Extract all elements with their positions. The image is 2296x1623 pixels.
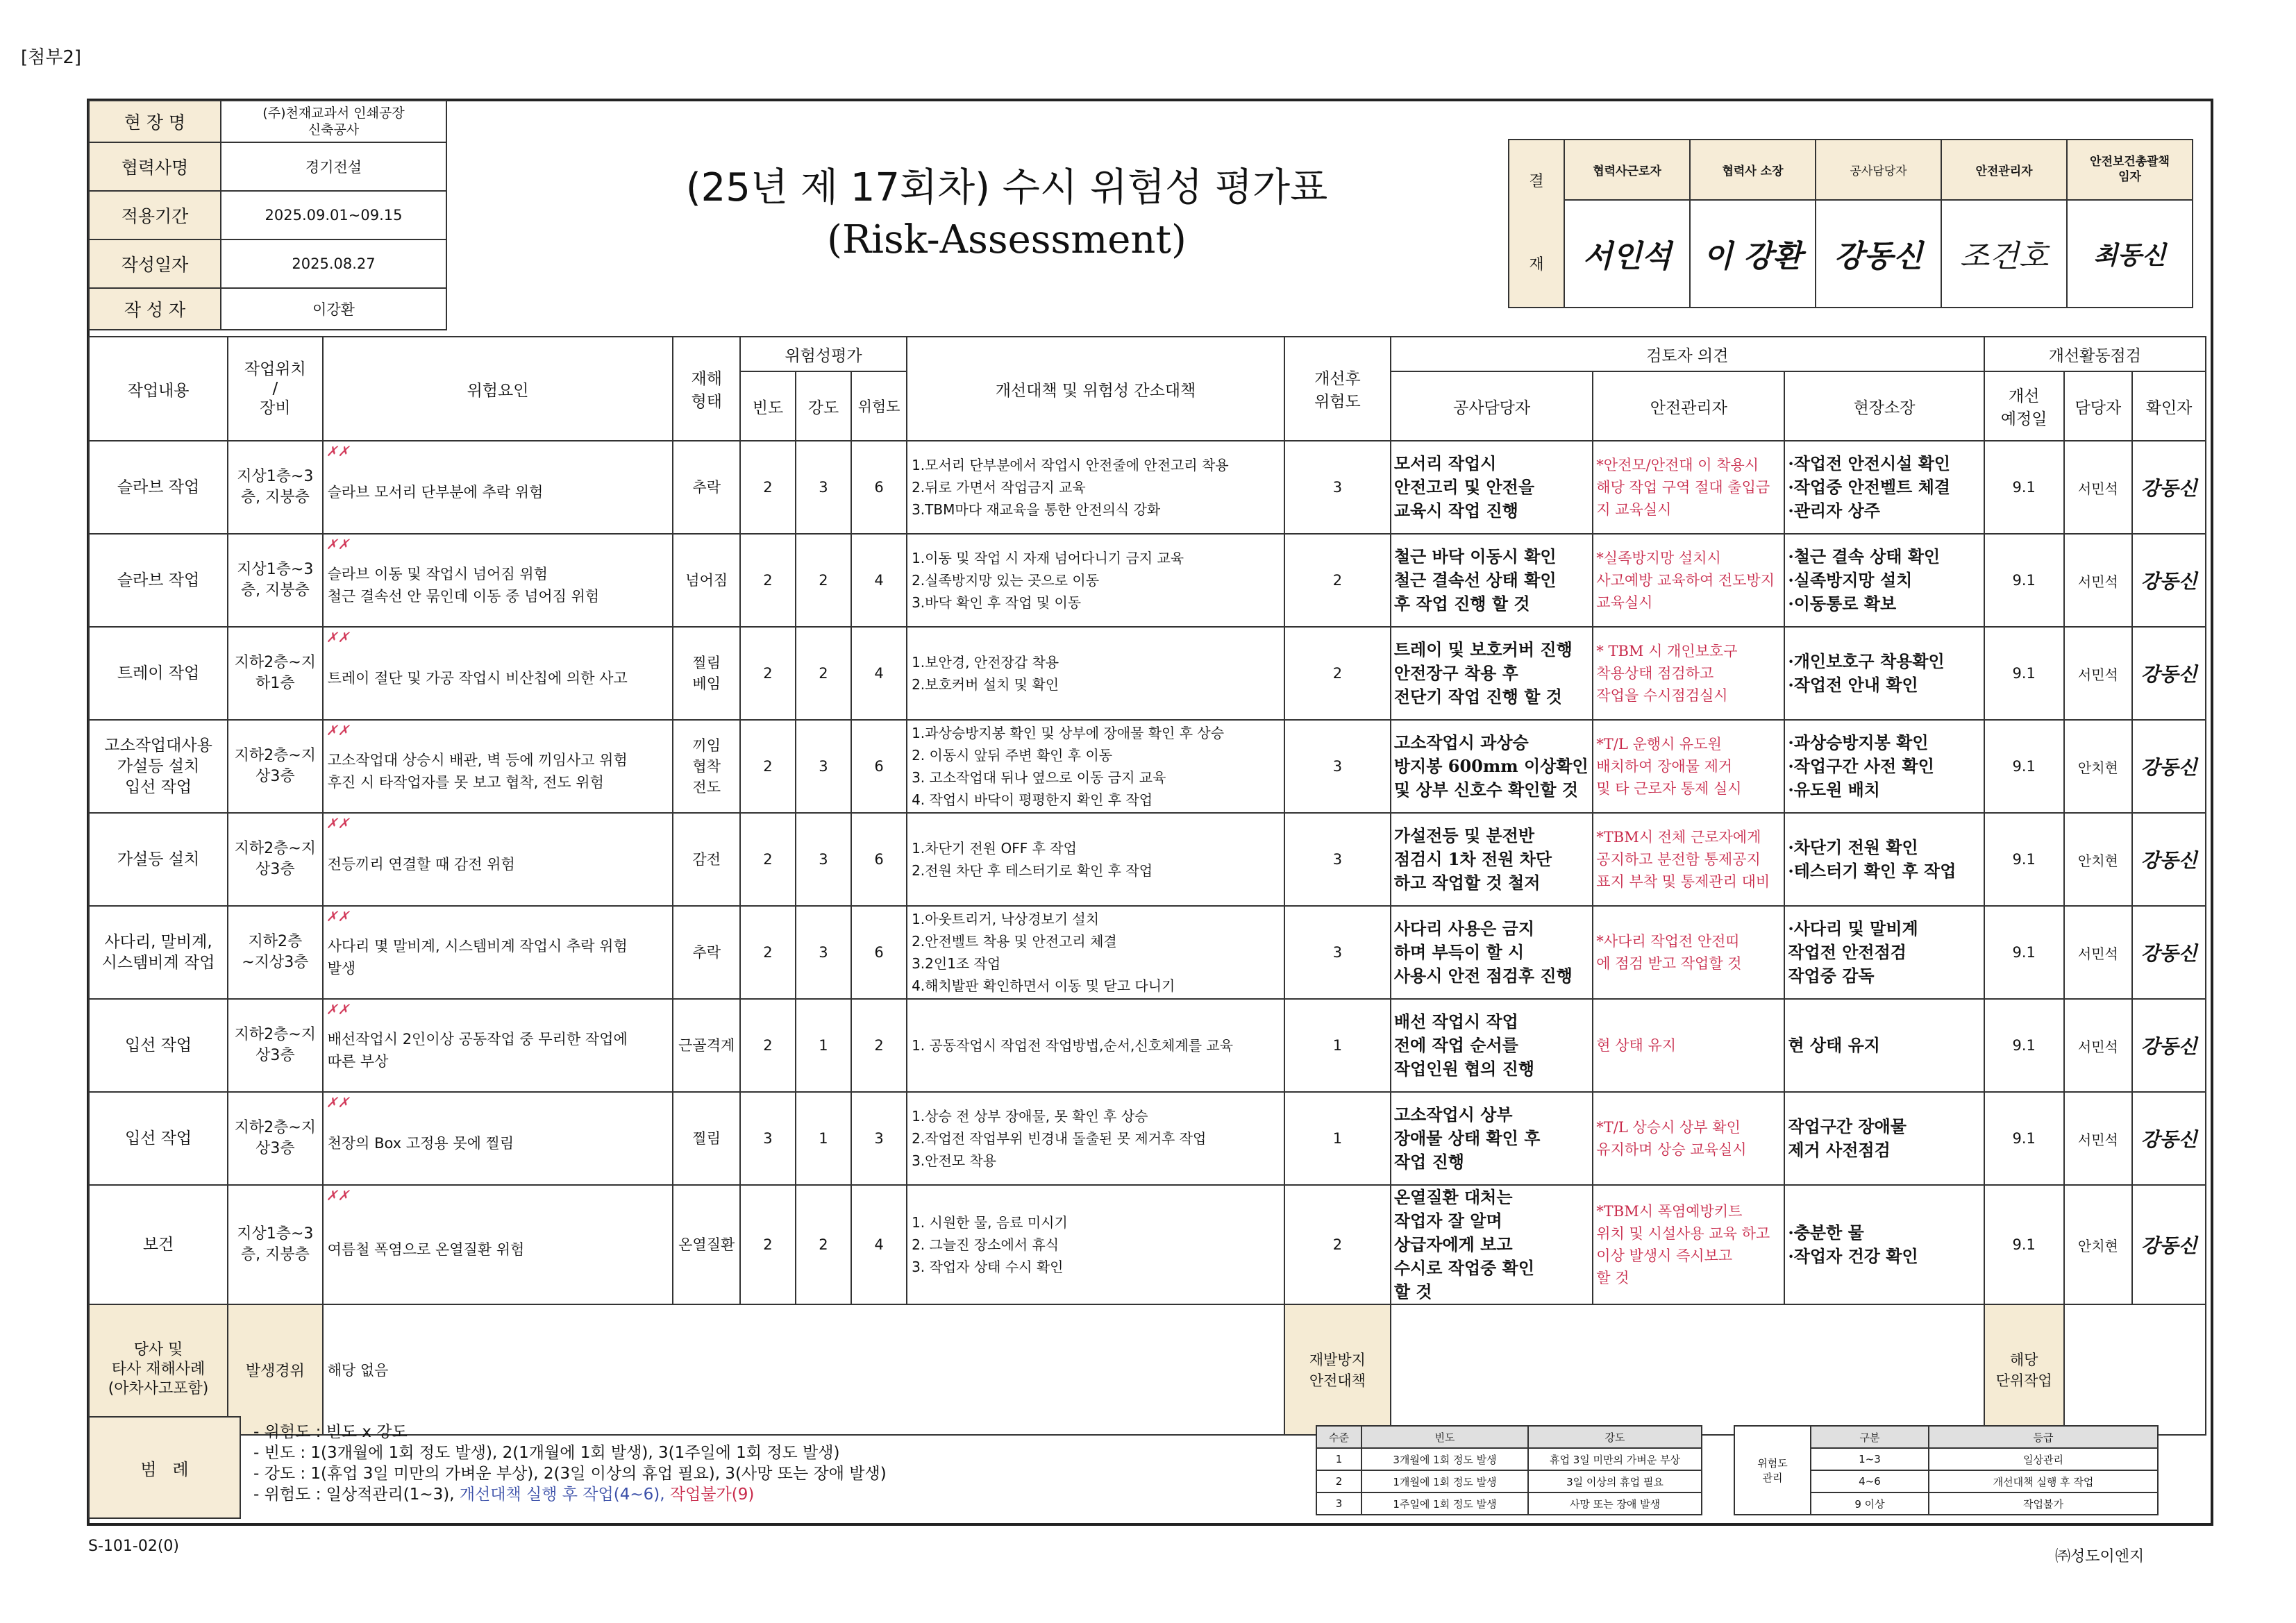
- sev-cell: 3: [796, 813, 851, 906]
- scale-header-sev: 강도: [1528, 1426, 1702, 1448]
- reviewer-safety-cell: 현 상태 유지: [1593, 999, 1784, 1092]
- sev-cell: 3: [796, 906, 851, 999]
- after-cell: 3: [1284, 813, 1391, 906]
- risk-cell: 6: [851, 441, 907, 534]
- location-cell: 지하2층~지상3층: [228, 720, 322, 813]
- work-cell: 고소작업대사용 가설등 설치 입선 작업: [89, 720, 228, 813]
- approval-header-construction: 공사담당자: [1816, 140, 1941, 200]
- approval-stamp-icon: ✗✗: [326, 722, 350, 739]
- grade-value-3: 작업불가: [1929, 1492, 2158, 1515]
- reviewer-site-cell: 현 상태 유지: [1784, 999, 1984, 1092]
- sev-cell: 1: [796, 999, 851, 1092]
- after-cell: 1: [1284, 1092, 1391, 1185]
- hazard-cell: [323, 441, 673, 534]
- company-name: ㈜성도이엔지: [2055, 1548, 2145, 1565]
- scale-header-freq: 빈도: [1361, 1426, 1528, 1448]
- freq-cell: 2: [740, 813, 796, 906]
- approval-header-worker: 협력사근로자: [1564, 140, 1690, 200]
- type-cell: 끼임 협착 전도: [673, 720, 739, 813]
- approval-side-1: 결: [1529, 173, 1544, 190]
- hazard-text: 사다리 몇 말비계, 시스템비계 작업시 추락 위험 발생: [327, 938, 628, 977]
- plan-date-cell: 9.1: [1984, 813, 2064, 906]
- table-row: [89, 627, 2206, 720]
- hazard-text: 슬라브 이동 및 작업시 넘어짐 위험 철근 결속선 안 묶인데 이동 중 넘어짐 위험: [327, 566, 600, 605]
- grade-range-1: 1~3: [1811, 1448, 1929, 1470]
- owner-cell: 서민석: [2064, 627, 2133, 720]
- reviewer-construction-cell: 배선 작업시 작업 전에 작업 순서를 작업인원 협의 진행: [1391, 999, 1593, 1092]
- plan-date-cell: 9.1: [1984, 1185, 2064, 1304]
- owner-cell: 서민석: [2064, 534, 2133, 627]
- approval-signature-2: 이 강환: [1690, 200, 1816, 308]
- legend-text: [253, 1422, 887, 1505]
- grade-header-grade: 등급: [1929, 1426, 2158, 1448]
- after-cell: 3: [1284, 720, 1391, 813]
- freq-cell: 2: [740, 627, 796, 720]
- document-title: [625, 163, 1389, 267]
- legend-line-3: - 강도 : 1(휴업 3일 미만의 가벼운 부상), 2(3일 이상의 휴업 필요), 3(사망 또는 장애 발생): [253, 1465, 887, 1483]
- grade-header-class: 구분: [1811, 1426, 1929, 1448]
- approval-stamp-icon: ✗✗: [326, 629, 350, 646]
- work-cell: 입선 작업: [89, 999, 228, 1092]
- header-after: 개선후 위험도: [1284, 337, 1391, 441]
- plan-date-cell: 9.1: [1984, 999, 2064, 1092]
- scale-freq-2: 1개월에 1회 정도 발생: [1361, 1470, 1528, 1492]
- reviewer-safety-cell: *사다리 작업전 안전띠 에 점검 받고 작업할 것: [1593, 906, 1784, 999]
- doc-code: S-101-02(0): [88, 1538, 179, 1555]
- header-reviewer-construction: 공사담당자: [1391, 371, 1593, 441]
- legend-risk-end: 작업불가(9): [669, 1486, 755, 1504]
- reviewer-safety-cell: *실족방지망 설치시 사고예방 교육하여 전도방지 교육실시: [1593, 534, 1784, 627]
- approval-stamp-icon: ✗✗: [326, 815, 350, 832]
- risk-cell: 4: [851, 627, 907, 720]
- hazard-cell: [323, 534, 673, 627]
- checker-cell: 강동신: [2132, 441, 2206, 534]
- checker-cell: 강동신: [2132, 627, 2206, 720]
- info-label-date: 작성일자: [89, 239, 221, 288]
- after-cell: 2: [1284, 534, 1391, 627]
- footer-case-label: 당사 및 타사 재해사례 (아차사고포함): [89, 1304, 228, 1435]
- footer-prevention-value: [1391, 1304, 1984, 1435]
- info-label-period: 적용기간: [89, 191, 221, 239]
- footer-occurrence-label: 발생경위: [228, 1304, 322, 1435]
- hazard-text: 배선작업시 2인이상 공동작업 중 무리한 작업에 따른 부상: [327, 1031, 628, 1070]
- plan-date-cell: 9.1: [1984, 906, 2064, 999]
- hazard-cell: [323, 1185, 673, 1304]
- reviewer-construction-cell: 모서리 작업시 안전고리 및 안전을 교육시 작업 진행: [1391, 441, 1593, 534]
- work-cell: 사다리, 말비계, 시스템비계 작업: [89, 906, 228, 999]
- reviewer-site-cell: ·철근 결속 상태 확인 ·실족방지망 설치 ·이동통로 확보: [1784, 534, 1984, 627]
- location-cell: 지상1층~3층, 지붕층: [228, 1185, 322, 1304]
- checker-cell: 강동신: [2132, 1092, 2206, 1185]
- risk-rows: [89, 441, 2206, 1304]
- footer-prevention-label: 재발방지 안전대책: [1284, 1304, 1391, 1435]
- plan-date-cell: 9.1: [1984, 441, 2064, 534]
- legend-label-cell: 범 례: [88, 1416, 241, 1519]
- approval-signature-1: 서인석: [1564, 200, 1690, 308]
- header-sev: 강도: [796, 371, 851, 441]
- reviewer-site-cell: ·작업전 안전시설 확인 ·작업중 안전벨트 체결 ·관리자 상주: [1784, 441, 1984, 534]
- table-row: [89, 813, 2206, 906]
- measure-cell: 1.모서리 단부분에서 작업시 안전줄에 안전고리 착용 2.뒤로 가면서 작업금지 교육 3.TBM마다 재교육을 통한 안전의식 강화: [907, 441, 1284, 534]
- location-cell: 지하2층~지상3층: [228, 1092, 322, 1185]
- header-checker: 확인자: [2132, 371, 2206, 441]
- freq-cell: 2: [740, 441, 796, 534]
- approval-header-partner-head: 협력사 소장: [1690, 140, 1816, 200]
- sev-cell: 2: [796, 1185, 851, 1304]
- risk-cell: 6: [851, 720, 907, 813]
- work-cell: 보건: [89, 1185, 228, 1304]
- measure-cell: 1.차단기 전원 OFF 후 작업 2.전원 차단 후 테스터기로 확인 후 작업: [907, 813, 1284, 906]
- header-review-group: 검토자 의견: [1391, 337, 1984, 371]
- measure-cell: 1.과상승방지봉 확인 및 상부에 장애물 확인 후 상승 2. 이동시 앞뒤 주변 확인 후 이동 3. 고소작업대 뒤나 옆으로 이동 금지 교육 4. 작업시 바닥이 평평한지 확인 후 작업: [907, 720, 1284, 813]
- info-value-period: 2025.09.01~09.15: [221, 191, 446, 239]
- risk-cell: 4: [851, 1185, 907, 1304]
- hazard-text: 전등끼리 연결할 때 감전 위험: [327, 856, 515, 873]
- approval-signature-3: 강동신: [1816, 200, 1941, 308]
- freq-cell: 2: [740, 1185, 796, 1304]
- table-row: [89, 1092, 2206, 1185]
- scale-level-2: 2: [1316, 1470, 1361, 1492]
- info-label-partner: 협력사명: [89, 142, 221, 191]
- reviewer-site-cell: ·개인보호구 착용확인 ·작업전 안내 확인: [1784, 627, 1984, 720]
- checker-cell: 강동신: [2132, 999, 2206, 1092]
- hazard-text: 고소작업대 상승시 배관, 벽 등에 끼임사고 위험 후진 시 타작업자를 못 보고 협착, 전도 위험: [327, 752, 628, 791]
- hazard-cell: [323, 1092, 673, 1185]
- info-table: [88, 100, 447, 330]
- table-row: [89, 534, 2206, 627]
- work-cell: 슬라브 작업: [89, 441, 228, 534]
- plan-date-cell: 9.1: [1984, 627, 2064, 720]
- location-cell: 지하2층 ~지상3층: [228, 906, 322, 999]
- owner-cell: 안치현: [2064, 1185, 2133, 1304]
- work-cell: 트레이 작업: [89, 627, 228, 720]
- type-cell: 찔림 베임: [673, 627, 739, 720]
- scale-freq-1: 3개월에 1회 정도 발생: [1361, 1448, 1528, 1470]
- freq-cell: 2: [740, 534, 796, 627]
- table-row: [89, 720, 2206, 813]
- info-value-date: 2025.08.27: [221, 239, 446, 288]
- checker-cell: 강동신: [2132, 906, 2206, 999]
- measure-cell: 1. 시원한 물, 음료 미시기 2. 그늘진 장소에서 휴식 3. 작업자 상태 수시 확인: [907, 1185, 1284, 1304]
- legend-line-4: [253, 1484, 887, 1505]
- location-cell: 지상1층~3층, 지붕층: [228, 534, 322, 627]
- header-reviewer-safety: 안전관리자: [1593, 371, 1784, 441]
- grade-label: 위험도 관리: [1734, 1426, 1811, 1515]
- checker-cell: 강동신: [2132, 1185, 2206, 1304]
- attachment-label: [첨부2]: [21, 47, 82, 68]
- reviewer-site-cell: 작업구간 장애물 제거 사전점검: [1784, 1092, 1984, 1185]
- type-cell: 찔림: [673, 1092, 739, 1185]
- approval-header-general: 안전보건총괄책 임자: [2067, 140, 2193, 200]
- reviewer-construction-cell: 고소작업시 과상승 방지봉 600mm 이상확인 및 상부 신호수 확인할 것: [1391, 720, 1593, 813]
- reviewer-site-cell: ·과상승방지봉 확인 ·작업구간 사전 확인 ·유도원 배치: [1784, 720, 1984, 813]
- footer-unit-value: [2064, 1304, 2206, 1435]
- hazard-text: 슬라브 모서리 단부분에 추락 위험: [327, 484, 544, 501]
- measure-cell: 1.이동 및 작업 시 자재 넘어다니기 금지 교육 2.실족방지망 있는 곳으로 이동 3.바닥 확인 후 작업 및 이동: [907, 534, 1284, 627]
- reviewer-safety-cell: *TBM시 폭염예방키트 위치 및 시설사용 교육 하고 이상 발생시 즉시보고 할 것: [1593, 1185, 1784, 1304]
- measure-cell: 1. 공동작업시 작업전 작업방법,순서,신호체계를 교육: [907, 999, 1284, 1092]
- approval-stamp-icon: ✗✗: [326, 1001, 350, 1018]
- reviewer-safety-cell: *TBM시 전체 근로자에게 공지하고 분전함 통제공지 표지 부착 및 통제관리 대비: [1593, 813, 1784, 906]
- risk-cell: 6: [851, 813, 907, 906]
- info-label-site: 현 장 명: [89, 101, 221, 142]
- scale-level-1: 1: [1316, 1448, 1361, 1470]
- sev-cell: 1: [796, 1092, 851, 1185]
- reviewer-construction-cell: 온열질환 대처는 작업자 잘 알며 상급자에게 보고 수시로 작업중 확인 할 것: [1391, 1185, 1593, 1304]
- header-hazard: 위험요인: [323, 337, 673, 441]
- footer-unit-label: 해당 단위작업: [1984, 1304, 2064, 1435]
- owner-cell: 서민석: [2064, 999, 2133, 1092]
- type-cell: 추락: [673, 441, 739, 534]
- grade-range-3: 9 이상: [1811, 1492, 1929, 1515]
- reviewer-construction-cell: 가설전등 및 분전반 점검시 1차 전원 차단 하고 작업할 것 철저: [1391, 813, 1593, 906]
- type-cell: 넘어짐: [673, 534, 739, 627]
- grade-value-1: 일상관리: [1929, 1448, 2158, 1470]
- approval-stamp-icon: ✗✗: [326, 908, 350, 925]
- header-type: 재해 형태: [673, 337, 739, 441]
- hazard-text: 트레이 절단 및 가공 작업시 비산칩에 의한 사고: [327, 670, 628, 687]
- reviewer-site-cell: ·차단기 전원 확인 ·테스터기 확인 후 작업: [1784, 813, 1984, 906]
- freq-cell: 2: [740, 999, 796, 1092]
- sev-cell: 2: [796, 534, 851, 627]
- owner-cell: 안치현: [2064, 720, 2133, 813]
- hazard-cell: [323, 627, 673, 720]
- freq-cell: 2: [740, 906, 796, 999]
- checker-cell: 강동신: [2132, 534, 2206, 627]
- plan-date-cell: 9.1: [1984, 1092, 2064, 1185]
- approval-signature-5: 최동신: [2067, 200, 2193, 308]
- scale-sev-3: 사망 또는 장애 발생: [1528, 1492, 1702, 1515]
- approval-table: [1508, 139, 2193, 308]
- table-row: [89, 1185, 2206, 1304]
- type-cell: 추락: [673, 906, 739, 999]
- hazard-cell: [323, 813, 673, 906]
- sev-cell: 3: [796, 441, 851, 534]
- scale-sev-2: 3일 이상의 휴업 필요: [1528, 1470, 1702, 1492]
- reviewer-safety-cell: *안전모/안전대 이 착용시 해당 작업 구역 절대 출입금 지 교육실시: [1593, 441, 1784, 534]
- scale-sev-1: 휴업 3일 미만의 가벼운 부상: [1528, 1448, 1702, 1470]
- approval-signature-4: 조건호: [1941, 200, 2067, 308]
- sev-cell: 3: [796, 720, 851, 813]
- legend-scale-table: [1316, 1425, 1702, 1515]
- approval-stamp-icon: ✗✗: [326, 443, 350, 460]
- header-owner: 담당자: [2064, 371, 2133, 441]
- owner-cell: 서민석: [2064, 1092, 2133, 1185]
- reviewer-safety-cell: * TBM 시 개인보호구 착용상태 점검하고 작업을 수시점검실시: [1593, 627, 1784, 720]
- header-activity-group: 개선활동점검: [1984, 337, 2206, 371]
- risk-table: [88, 336, 2206, 1436]
- scale-level-3: 3: [1316, 1492, 1361, 1515]
- header-location: 작업위치 / 장비: [228, 337, 322, 441]
- after-cell: 1: [1284, 999, 1391, 1092]
- measure-cell: 1.아웃트리거, 낙상경보기 설치 2.안전벨트 착용 및 안전고리 체결 3.2인1조 작업 4.해치발판 확인하면서 이동 및 닫고 다니기: [907, 906, 1284, 999]
- reviewer-site-cell: ·사다리 및 말비계 작업전 안전점검 작업중 감독: [1784, 906, 1984, 999]
- location-cell: 지하2층~지상3층: [228, 813, 322, 906]
- sev-cell: 2: [796, 627, 851, 720]
- reviewer-construction-cell: 사다리 사용은 금지 하며 부득이 할 시 사용시 안전 점검후 진행: [1391, 906, 1593, 999]
- measure-cell: 1.상승 전 상부 장애물, 못 확인 후 상승 2.작업전 작업부위 빈경내 돌출된 못 제거후 작업 3.안전모 착용: [907, 1092, 1284, 1185]
- type-cell: 근골격계: [673, 999, 739, 1092]
- hazard-text: 천장의 Box 고정용 못에 찔림: [327, 1135, 514, 1152]
- table-row: [89, 441, 2206, 534]
- legend-grade-table: [1734, 1425, 2159, 1515]
- location-cell: 지상1층~3층, 지붕층: [228, 441, 322, 534]
- approval-stamp-icon: ✗✗: [326, 1187, 350, 1204]
- title-line-2: (Risk-Assessment): [827, 217, 1187, 262]
- legend-line-1: - 위험도 : 빈도 x 강도: [253, 1423, 408, 1441]
- reviewer-safety-cell: *T/L 상승시 상부 확인 유지하며 상승 교육실시: [1593, 1092, 1784, 1185]
- checker-cell: 강동신: [2132, 813, 2206, 906]
- approval-header-safety: 안전관리자: [1941, 140, 2067, 200]
- approval-stamp-icon: ✗✗: [326, 536, 350, 553]
- freq-cell: 3: [740, 1092, 796, 1185]
- grade-value-2: 개선대책 실행 후 작업: [1929, 1470, 2158, 1492]
- after-cell: 2: [1284, 1185, 1391, 1304]
- after-cell: 3: [1284, 441, 1391, 534]
- hazard-text: 여름철 폭염으로 온열질환 위험: [327, 1241, 525, 1258]
- reviewer-construction-cell: 트레이 및 보호커버 진행 안전장구 착용 후 전단기 작업 진행 할 것: [1391, 627, 1593, 720]
- location-cell: 지하2층~지상3층: [228, 999, 322, 1092]
- header-reviewer-site: 현장소장: [1784, 371, 1984, 441]
- risk-cell: 6: [851, 906, 907, 999]
- legend-risk-mid: 개선대책 실행 후 작업(4~6),: [459, 1486, 670, 1504]
- reviewer-safety-cell: *T/L 운행시 유도원 배치하여 장애물 제거 및 타 근로자 통제 실시: [1593, 720, 1784, 813]
- header-work: 작업내용: [89, 337, 228, 441]
- info-label-author: 작 성 자: [89, 288, 221, 330]
- header-measure: 개선대책 및 위험성 간소대책: [907, 337, 1284, 441]
- risk-cell: 2: [851, 999, 907, 1092]
- legend-line-2: - 빈도 : 1(3개월에 1회 정도 발생), 2(1개월에 1회 발생), 3(1주일에 1회 정도 발생): [253, 1444, 840, 1462]
- risk-cell: 4: [851, 534, 907, 627]
- legend-risk-prefix: - 위험도 : 일상적관리(1~3),: [253, 1486, 460, 1504]
- owner-cell: 서민석: [2064, 906, 2133, 999]
- scale-freq-3: 1주일에 1회 정도 발생: [1361, 1492, 1528, 1515]
- header-risk-group: 위험성평가: [740, 337, 907, 371]
- approval-side-label: [1509, 140, 1564, 308]
- info-value-author: 이강환: [221, 288, 446, 330]
- risk-cell: 3: [851, 1092, 907, 1185]
- owner-cell: 서민석: [2064, 441, 2133, 534]
- table-row: [89, 999, 2206, 1092]
- work-cell: 가설등 설치: [89, 813, 228, 906]
- approval-stamp-icon: ✗✗: [326, 1094, 350, 1111]
- info-value-site: (주)천재교과서 인쇄공장 신축공사: [221, 101, 446, 142]
- hazard-cell: [323, 906, 673, 999]
- footer-occurrence-value: 해당 없음: [323, 1304, 1284, 1435]
- title-line-1: (25년 제 17회차) 수시 위험성 평가표: [685, 165, 1328, 210]
- scale-header-level: 수준: [1316, 1426, 1361, 1448]
- info-value-partner: 경기전설: [221, 142, 446, 191]
- reviewer-site-cell: ·충분한 물 ·작업자 건강 확인: [1784, 1185, 1984, 1304]
- after-cell: 3: [1284, 906, 1391, 999]
- header-risk: 위험도: [851, 371, 907, 441]
- reviewer-construction-cell: 철근 바닥 이동시 확인 철근 결속선 상태 확인 후 작업 진행 할 것: [1391, 534, 1593, 627]
- table-row: [89, 906, 2206, 999]
- work-cell: 슬라브 작업: [89, 534, 228, 627]
- approval-side-2: 재: [1529, 256, 1544, 274]
- grade-range-2: 4~6: [1811, 1470, 1929, 1492]
- type-cell: 감전: [673, 813, 739, 906]
- hazard-cell: [323, 720, 673, 813]
- plan-date-cell: 9.1: [1984, 534, 2064, 627]
- type-cell: 온열질환: [673, 1185, 739, 1304]
- location-cell: 지하2층~지하1층: [228, 627, 322, 720]
- hazard-cell: [323, 999, 673, 1092]
- plan-date-cell: 9.1: [1984, 720, 2064, 813]
- owner-cell: 안치현: [2064, 813, 2133, 906]
- measure-cell: 1.보안경, 안전장갑 착용 2.보호커버 설치 및 확인: [907, 627, 1284, 720]
- reviewer-construction-cell: 고소작업시 상부 장애물 상태 확인 후 작업 진행: [1391, 1092, 1593, 1185]
- header-plan-date: 개선 예정일: [1984, 371, 2064, 441]
- after-cell: 2: [1284, 627, 1391, 720]
- freq-cell: 2: [740, 720, 796, 813]
- header-freq: 빈도: [740, 371, 796, 441]
- work-cell: 입선 작업: [89, 1092, 228, 1185]
- checker-cell: 강동신: [2132, 720, 2206, 813]
